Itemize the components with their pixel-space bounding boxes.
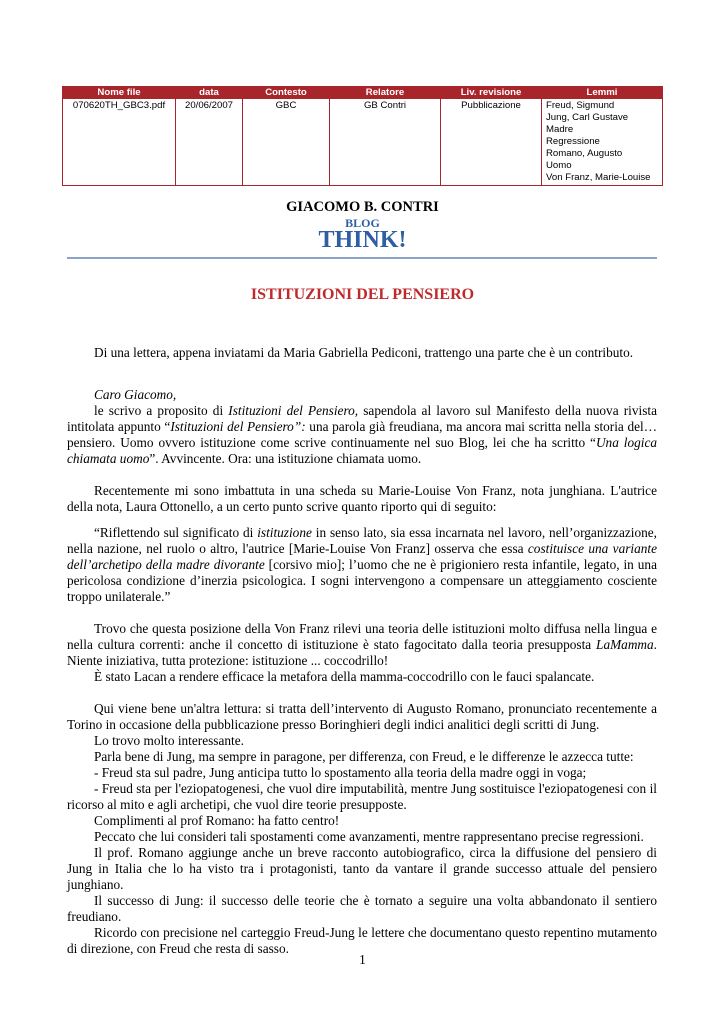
letter-paragraph-12: Il prof. Romano aggiunge anche un breve racconto autobiografico, circa la diffusione del pensiero di Jung in Italia che lo ha visto tra i protagonisti, tanto da vantare il grande successo attuale del pensiero junghiano. xyxy=(67,845,657,892)
letter-paragraph-4: È stato Lacan a rendere efficace la metafora della mamma-coccodrillo con le fauci spalancate. xyxy=(94,669,595,684)
cell-file-name: 070620TH_GBC3.pdf xyxy=(63,99,176,186)
letter-paragraph-7: Parla bene di Jung, ma sempre in paragone, per differenza, con Freud, e le differenze le azzecca tutte: xyxy=(94,749,634,764)
header-lemmi: Lemmi xyxy=(542,87,663,99)
table-row xyxy=(63,99,663,186)
intro-paragraph: Di una lettera, appena inviatami da Maria Gabriella Pediconi, trattengo una parte che è un contributo. xyxy=(94,345,634,360)
cell-date: 20/06/2007 xyxy=(176,99,243,186)
letter-paragraph-2: Recentemente mi sono imbattuta in una scheda su Marie-Louise Von Franz, nota junghiana. L'autrice della nota, Laura Ottonello, a un certo punto scrive quanto riporto qui di seguito: xyxy=(67,483,657,514)
header-data: data xyxy=(176,87,243,99)
author-name: GIACOMO B. CONTRI xyxy=(286,199,439,215)
header-contesto: Contesto xyxy=(243,87,330,99)
letter-paragraph-11: Peccato che lui consideri tali spostamenti come avanzamenti, mentre rappresentano precise regressioni. xyxy=(94,829,644,844)
lemma-item: Uomo xyxy=(546,160,572,171)
lemma-item: Regressione xyxy=(546,136,600,147)
letter-paragraph-6: Lo trovo molto interessante. xyxy=(94,733,244,748)
blog-title: THINK! xyxy=(318,227,407,253)
table-header-row xyxy=(63,87,663,99)
cell-speaker: GB Contri xyxy=(330,99,441,186)
cell-revision: Pubblicazione xyxy=(441,99,542,186)
letter-paragraph-9: - Freud sta per l'eziopatogenesi, che vuol dire imputabilità, mentre Jung sostituisce l'eziopatogenesi con il ricorso al mito e agli archetipi, che vuol dire teorie presupposte. xyxy=(67,781,657,812)
quote-paragraph: “Riflettendo sul significato di istituzione in senso lato, sia essa incarnata nel lavoro, nell’organizzazione, nella nazione, nel ruolo o altro, l'autrice [Marie-Louise Von Franz] osserva che essa costituisce una variante dell’archetipo della madre divorante [corsivo mio]; l’uomo che ne è prigioniero resta infantile, legato, in una pericolosa condizione d’inerzia psicologica. I sogni intervengono a compensare un atteggiamento cosciente troppo unilaterale.” xyxy=(67,525,657,604)
lemma-item: Madre xyxy=(546,124,574,135)
letter-paragraph-13: Il successo di Jung: il successo delle teorie che è tornato a seguire una volta abbandonato il sentiero freudiano. xyxy=(67,893,657,924)
lemma-item: Romano, Augusto xyxy=(546,148,623,159)
document-info-table xyxy=(62,86,663,186)
cell-context: GBC xyxy=(243,99,330,186)
letter-paragraph-5: Qui viene bene un'altra lettura: si tratta dell’intervento di Augusto Romano, pronunciato recentemente a Torino in occasione della pubblicazione presso Boringhieri degli indici analitici degli scritti di Jung. xyxy=(67,701,657,732)
header-nome-file: Nome file xyxy=(63,87,176,99)
cell-lemmi xyxy=(542,99,663,186)
page-number: 1 xyxy=(359,952,366,967)
header-divider xyxy=(67,257,657,259)
letter-salutation: Caro Giacomo, xyxy=(94,387,177,402)
letter-paragraph-14: Ricordo con precisione nel carteggio Freud-Jung le lettere che documentano questo repentino mutamento di direzione, con Freud che resta di sasso. xyxy=(67,925,657,956)
header-relatore: Relatore xyxy=(330,87,441,99)
header-liv-revisione: Liv. revisione xyxy=(441,87,542,99)
blog-label: BLOG xyxy=(345,216,380,230)
lemma-item: Jung, Carl Gustave xyxy=(546,112,629,123)
letter-paragraph-10: Complimenti al prof Romano: ha fatto centro! xyxy=(94,813,340,828)
article-title: ISTITUZIONI DEL PENSIERO xyxy=(250,286,475,303)
lemma-item: Freud, Sigmund xyxy=(546,100,615,111)
letter-paragraph-3: Trovo che questa posizione della Von Franz rilevi una teoria delle istituzioni molto diffusa nella lingua e nella cultura correnti: anche il concetto di istituzione è stato fagocitato dalla teoria presupposta LaMamma. Niente iniziativa, tutta protezione: istituzione ... coccodrillo! xyxy=(67,621,657,668)
lemma-item: Von Franz, Marie-Louise xyxy=(546,172,651,183)
article-body xyxy=(67,345,657,957)
letter-paragraph-1: le scrivo a proposito di Istituzioni del Pensiero, sapendola al lavoro sul Manifesto della nuova rivista intitolata appunto “Istituzioni del Pensiero”: una parola già freudiana, ma ancora mai scritta nella storia del… pensiero. Uomo ovvero istituzione come scrive continuamente nel suo Blog, lei che ha scritto “Una logica chiamata uomo”. Avvincente. Ora: una istituzione chiamata uomo. xyxy=(67,403,658,466)
letter-paragraph-8: - Freud sta sul padre, Jung anticipa tutto lo spostamento alla teoria della madre oggi in voga; xyxy=(94,765,587,780)
